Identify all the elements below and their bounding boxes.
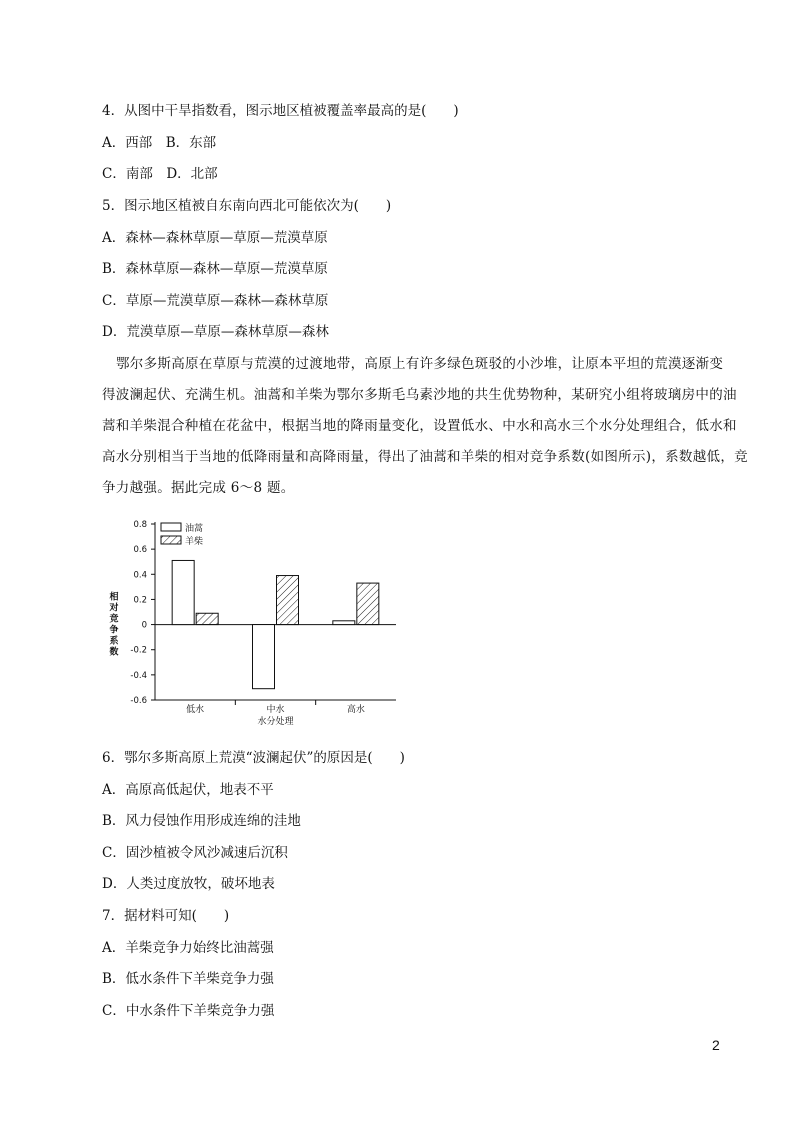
x-tick-label: 高水 xyxy=(346,705,365,715)
q6-stem: 6．鄂尔多斯高原上荒漠“波澜起伏”的原因是( ) xyxy=(102,750,405,766)
legend-label: 羊柴 xyxy=(185,537,204,547)
passage xyxy=(102,349,748,504)
bar-youhao xyxy=(333,621,355,625)
x-tick-label: 低水 xyxy=(186,705,205,715)
y-axis-label-char: 对 xyxy=(109,603,119,614)
q5-option-c: C．草原—荒漠草原—森林—森林草原 xyxy=(102,293,329,309)
y-tick-label: -0.2 xyxy=(130,645,147,656)
legend-label: 油蒿 xyxy=(185,524,204,534)
q7-option-c: C．中水条件下羊柴竞争力强 xyxy=(102,1003,275,1019)
y-tick-label: 0.8 xyxy=(133,520,147,530)
x-tick-label: 中水 xyxy=(266,705,285,715)
y-tick-label: 0.6 xyxy=(133,545,147,556)
legend-swatch xyxy=(161,523,181,531)
y-axis-label-char: 系 xyxy=(109,636,119,647)
passage-line-1: 鄂尔多斯高原在草原与荒漠的过渡地带，高原上有许多绿色斑驳的小沙堆，让原本平坦的荒漠逐渐变 xyxy=(116,356,724,372)
page-number: 2 xyxy=(712,1037,720,1053)
q5-stem: 5．图示地区植被自东南向西北可能依次为( ) xyxy=(102,198,392,214)
q4-options-cd: C．南部 D．北部 xyxy=(102,166,218,182)
x-axis-label: 水分处理 xyxy=(257,717,294,726)
q4-stem: 4．从图中干旱指数看，图示地区植被覆盖率最高的是( ) xyxy=(102,103,459,119)
legend-swatch xyxy=(161,536,181,544)
passage-line-5: 争力越强。据此完成 6～8 题。 xyxy=(102,480,295,496)
q5-option-d: D．荒漠草原—草原—森林草原—森林 xyxy=(102,324,329,340)
bar-youhao xyxy=(172,560,194,624)
q4-options-ab: A．西部 B．东部 xyxy=(102,135,217,151)
q7-stem: 7．据材料可知( ) xyxy=(102,908,230,924)
q6-option-c: C．固沙植被令风沙减速后沉积 xyxy=(102,845,288,861)
bar-youhao xyxy=(253,625,275,689)
bar-yangchai xyxy=(357,583,379,624)
q5-option-b: B．森林草原—森林—草原—荒漠草原 xyxy=(102,261,328,277)
competition-chart xyxy=(100,514,410,726)
y-tick-label: -0.6 xyxy=(130,696,147,706)
y-axis-label-char: 数 xyxy=(109,647,119,658)
passage-line-3: 蒿和羊柴混合种植在花盆中，根据当地的降雨量变化，设置低水、中水和高水三个水分处理组合，低水和 xyxy=(102,418,737,434)
y-axis-label-char: 竞 xyxy=(109,614,119,625)
y-tick-label: 0.2 xyxy=(133,595,147,606)
q7-option-b: B．低水条件下羊柴竞争力强 xyxy=(102,971,274,987)
q6-option-d: D．人类过度放牧，破坏地表 xyxy=(102,876,275,892)
bar-yangchai xyxy=(196,613,218,624)
q5-option-a: A．森林—森林草原—草原—荒漠草原 xyxy=(102,230,328,246)
y-tick-label: 0.4 xyxy=(133,570,147,581)
passage-line-2: 得波澜起伏、充满生机。油蒿和羊柴为鄂尔多斯毛乌素沙地的共生优势物种，某研究小组将玻璃房中的油 xyxy=(102,387,737,403)
bar-yangchai xyxy=(277,576,299,625)
y-axis-label-char: 相 xyxy=(109,592,119,603)
q6-option-b: B．风力侵蚀作用形成连绵的洼地 xyxy=(102,813,301,829)
q7-option-a: A．羊柴竞争力始终比油蒿强 xyxy=(102,940,274,956)
y-tick-label: -0.4 xyxy=(130,670,147,681)
y-axis-label-char: 争 xyxy=(109,625,119,636)
y-tick-label: 0 xyxy=(141,620,147,631)
passage-line-4: 高水分别相当于当地的低降雨量和高降雨量，得出了油蒿和羊柴的相对竞争系数(如图所示)，系数越低，竞 xyxy=(102,449,748,465)
q6-option-a: A．高原高低起伏，地表不平 xyxy=(102,782,274,798)
